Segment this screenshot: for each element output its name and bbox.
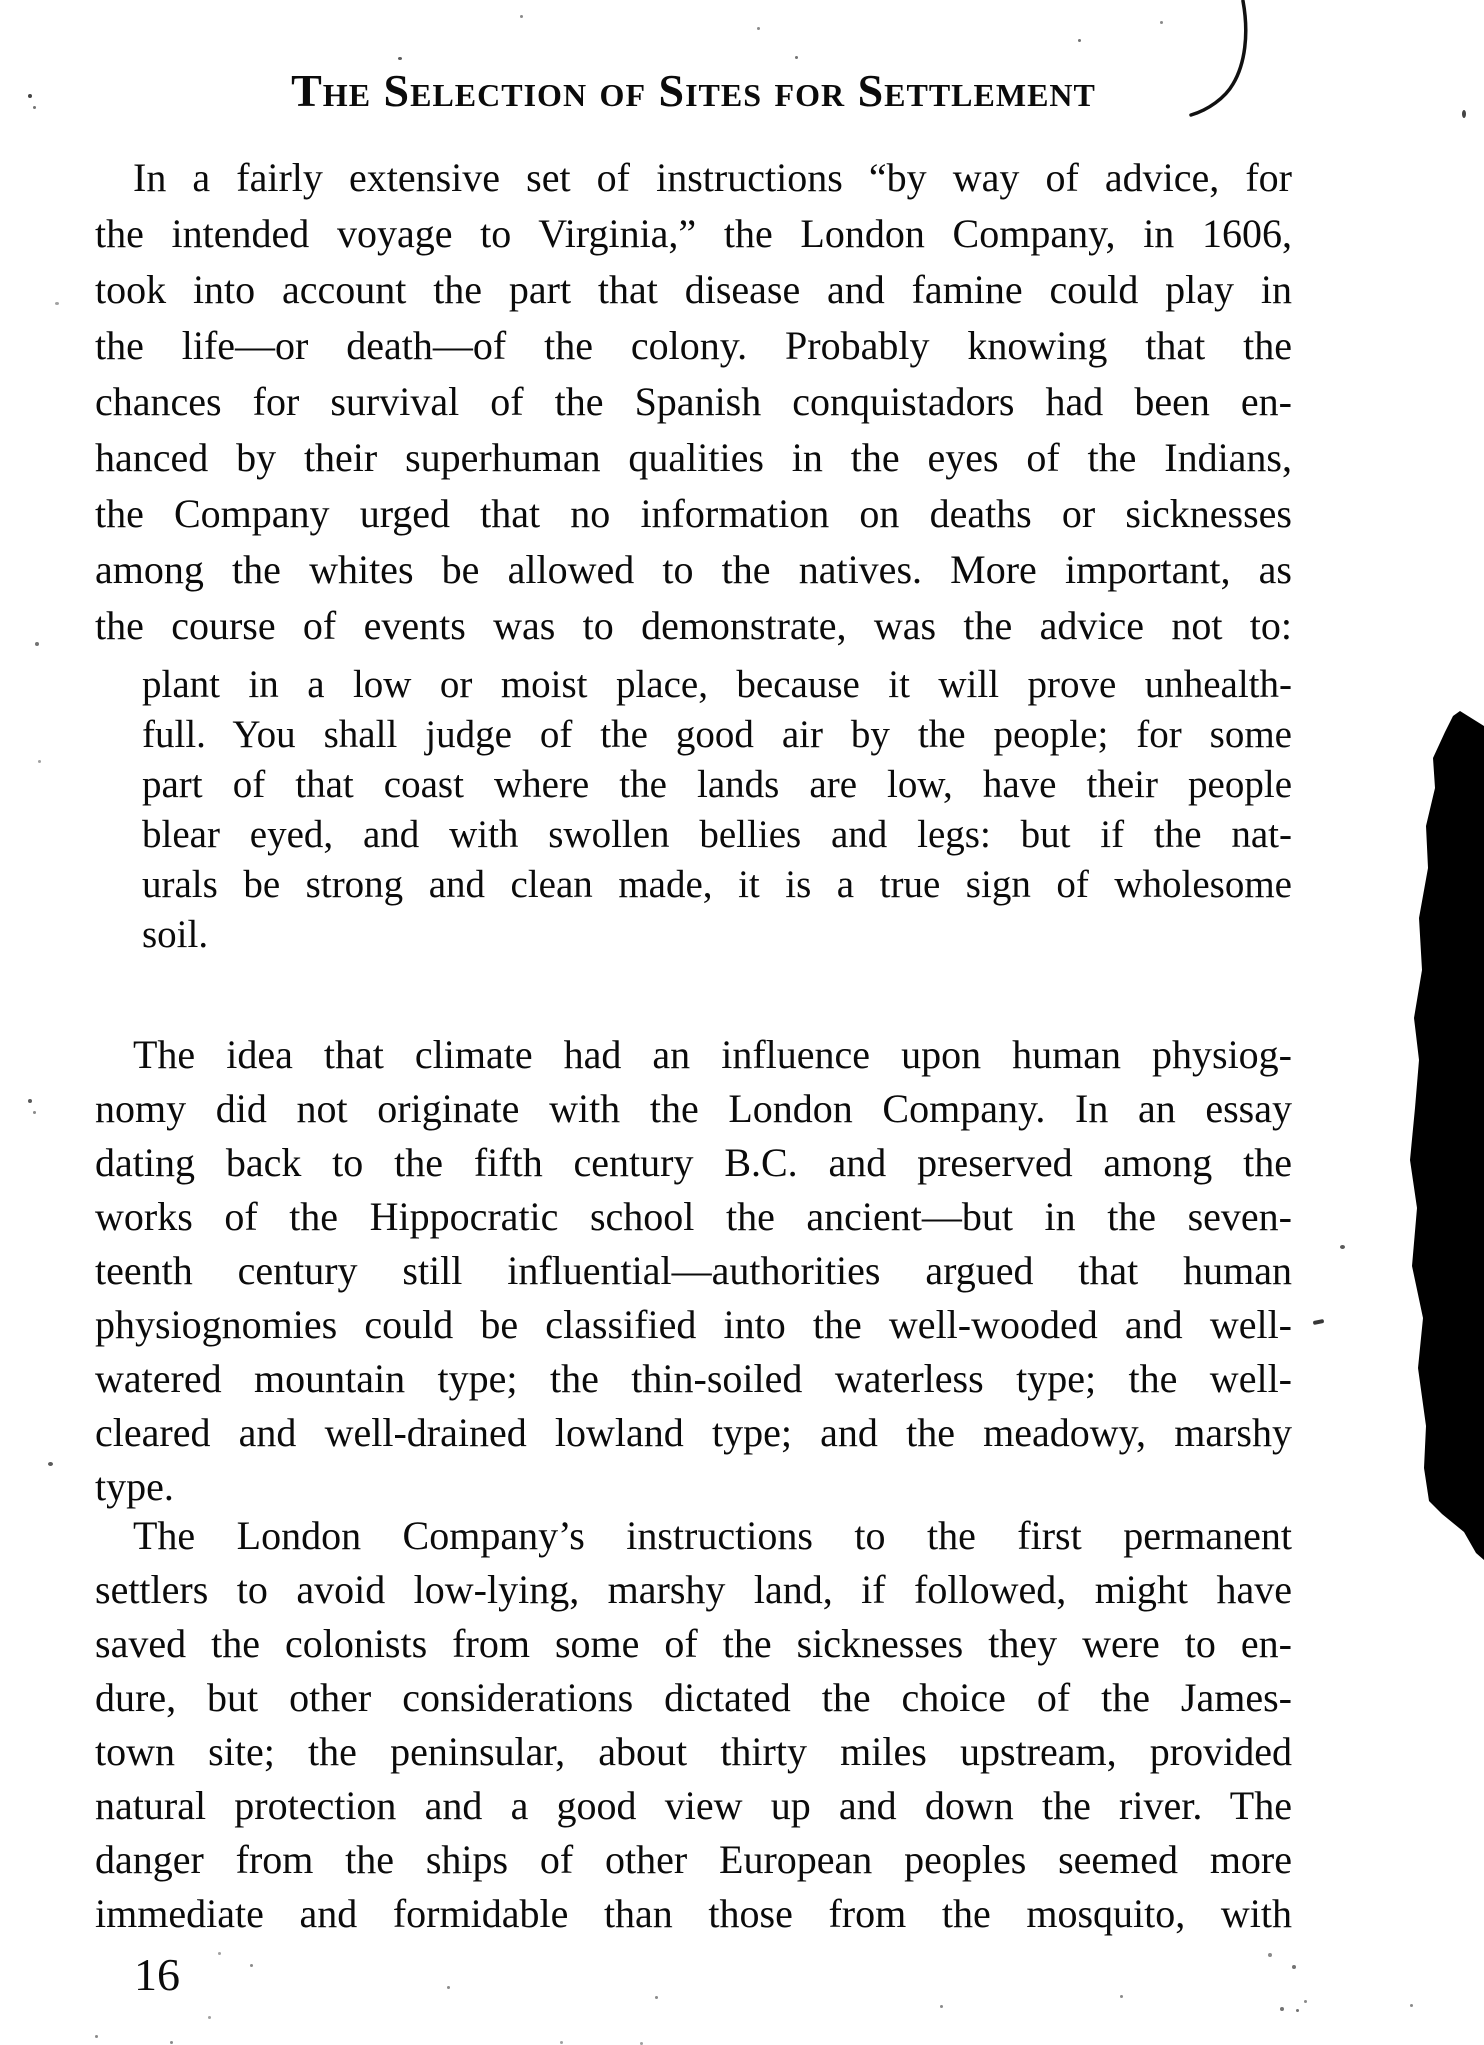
- text-line: watered mountain type; the thin-soiled waterless type; the well-: [95, 1356, 1292, 1401]
- scan-speck: [28, 94, 32, 98]
- scan-speck: [1410, 2004, 1413, 2007]
- scan-speck: [1280, 2007, 1284, 2011]
- scan-speck: [33, 1111, 36, 1114]
- scan-speck: [1296, 2009, 1299, 2012]
- text-line: dating back to the fifth century B.C. and preserved among the: [95, 1140, 1292, 1185]
- scan-speck: [940, 2005, 943, 2008]
- scan-speck: [250, 1964, 253, 1967]
- text-line: physiognomies could be classified into the well-wooded and well-: [95, 1302, 1292, 1347]
- text-line: took into account the part that disease and famine could play in: [95, 267, 1292, 312]
- scan-speck: [48, 1462, 53, 1466]
- text-line: nomy did not originate with the London Company. In an essay: [95, 1086, 1292, 1131]
- text-line: type.: [95, 1464, 174, 1509]
- scan-blot-artifact: [1402, 708, 1484, 1560]
- page-number: 16: [134, 1949, 180, 2000]
- scan-speck: [1120, 1995, 1123, 1998]
- block-paragraph-1: [95, 150, 1292, 654]
- scan-speck: [757, 27, 760, 30]
- text-line: works of the Hippocratic school the ancient—but in the seven-: [95, 1194, 1292, 1239]
- scan-speck: [1304, 2000, 1307, 2003]
- text-line: settlers to avoid low-lying, marshy land, if followed, might have: [95, 1567, 1292, 1612]
- block-paragraph-3: [95, 1509, 1292, 1941]
- page-title: The Selection of Sites for Settlement: [291, 65, 1096, 116]
- scan-speck: [447, 1986, 450, 1989]
- text-line: soil.: [142, 913, 209, 956]
- scan-speck: [1313, 1319, 1325, 1325]
- text-line: the intended voyage to Virginia,” the London Company, in 1606,: [95, 211, 1292, 256]
- text-line: dure, but other considerations dictated the choice of the James-: [95, 1675, 1292, 1720]
- block-paragraph-2: [95, 1028, 1292, 1514]
- text-line: the course of events was to demonstrate, was the advice not to:: [95, 603, 1292, 648]
- text-line: part of that coast where the lands are low, have their people: [142, 763, 1292, 806]
- scan-speck: [28, 1099, 32, 1103]
- text-line: saved the colonists from some of the sicknesses they were to en-: [95, 1621, 1292, 1666]
- text-line: immediate and formidable than those from the mosquito, with: [95, 1891, 1292, 1936]
- text-line: town site; the peninsular, about thirty miles upstream, provided: [95, 1729, 1292, 1774]
- block-quotation: [142, 660, 1292, 960]
- text-line: urals be strong and clean made, it is a true sign of wholesome: [142, 863, 1292, 906]
- scan-speck: [170, 2041, 173, 2044]
- scan-speck: [1268, 1953, 1272, 1957]
- scan-speck: [55, 302, 59, 305]
- text-line: the life—or death—of the colony. Probably knowing that the: [95, 323, 1292, 368]
- text-line: full. You shall judge of the good air by the people; for some: [142, 713, 1292, 756]
- scan-speck: [1078, 39, 1081, 42]
- text-line: hanced by their superhuman qualities in the eyes of the Indians,: [95, 435, 1292, 480]
- pen-stroke-artifact: [1188, 0, 1260, 120]
- scan-speck: [1462, 110, 1466, 118]
- scan-speck: [38, 760, 41, 763]
- text-line: chances for survival of the Spanish conquistadors had been en-: [95, 379, 1292, 424]
- text-line: the Company urged that no information on deaths or sicknesses: [95, 491, 1292, 536]
- scan-speck: [1160, 21, 1163, 24]
- scan-speck: [560, 2041, 563, 2044]
- text-line: natural protection and a good view up and down the river. The: [95, 1783, 1292, 1828]
- text-line: danger from the ships of other European peoples seemed more: [95, 1837, 1292, 1882]
- scan-speck: [795, 56, 798, 59]
- text-line: among the whites be allowed to the natives. More important, as: [95, 547, 1292, 592]
- scan-speck: [35, 642, 39, 646]
- text-line: teenth century still influential—authorities argued that human: [95, 1248, 1292, 1293]
- text-line: The London Company’s instructions to the first permanent: [133, 1513, 1292, 1558]
- text-line: The idea that climate had an influence upon human physiog-: [133, 1032, 1292, 1077]
- scan-speck: [208, 2016, 211, 2019]
- scan-speck: [95, 2035, 98, 2038]
- scan-speck: [398, 57, 402, 60]
- scan-speck: [1340, 1245, 1345, 1249]
- scan-speck: [1292, 1965, 1296, 1969]
- text-line: cleared and well-drained lowland type; and the meadowy, marshy: [95, 1410, 1292, 1455]
- scan-speck: [33, 106, 36, 109]
- scan-speck: [520, 15, 523, 18]
- text-line: plant in a low or moist place, because it will prove unhealth-: [142, 663, 1292, 706]
- scan-speck: [655, 1996, 658, 1999]
- text-line: In a fairly extensive set of instructions “by way of advice, for: [133, 155, 1292, 200]
- scan-speck: [218, 1952, 221, 1955]
- text-line: blear eyed, and with swollen bellies and legs: but if the nat-: [142, 813, 1292, 856]
